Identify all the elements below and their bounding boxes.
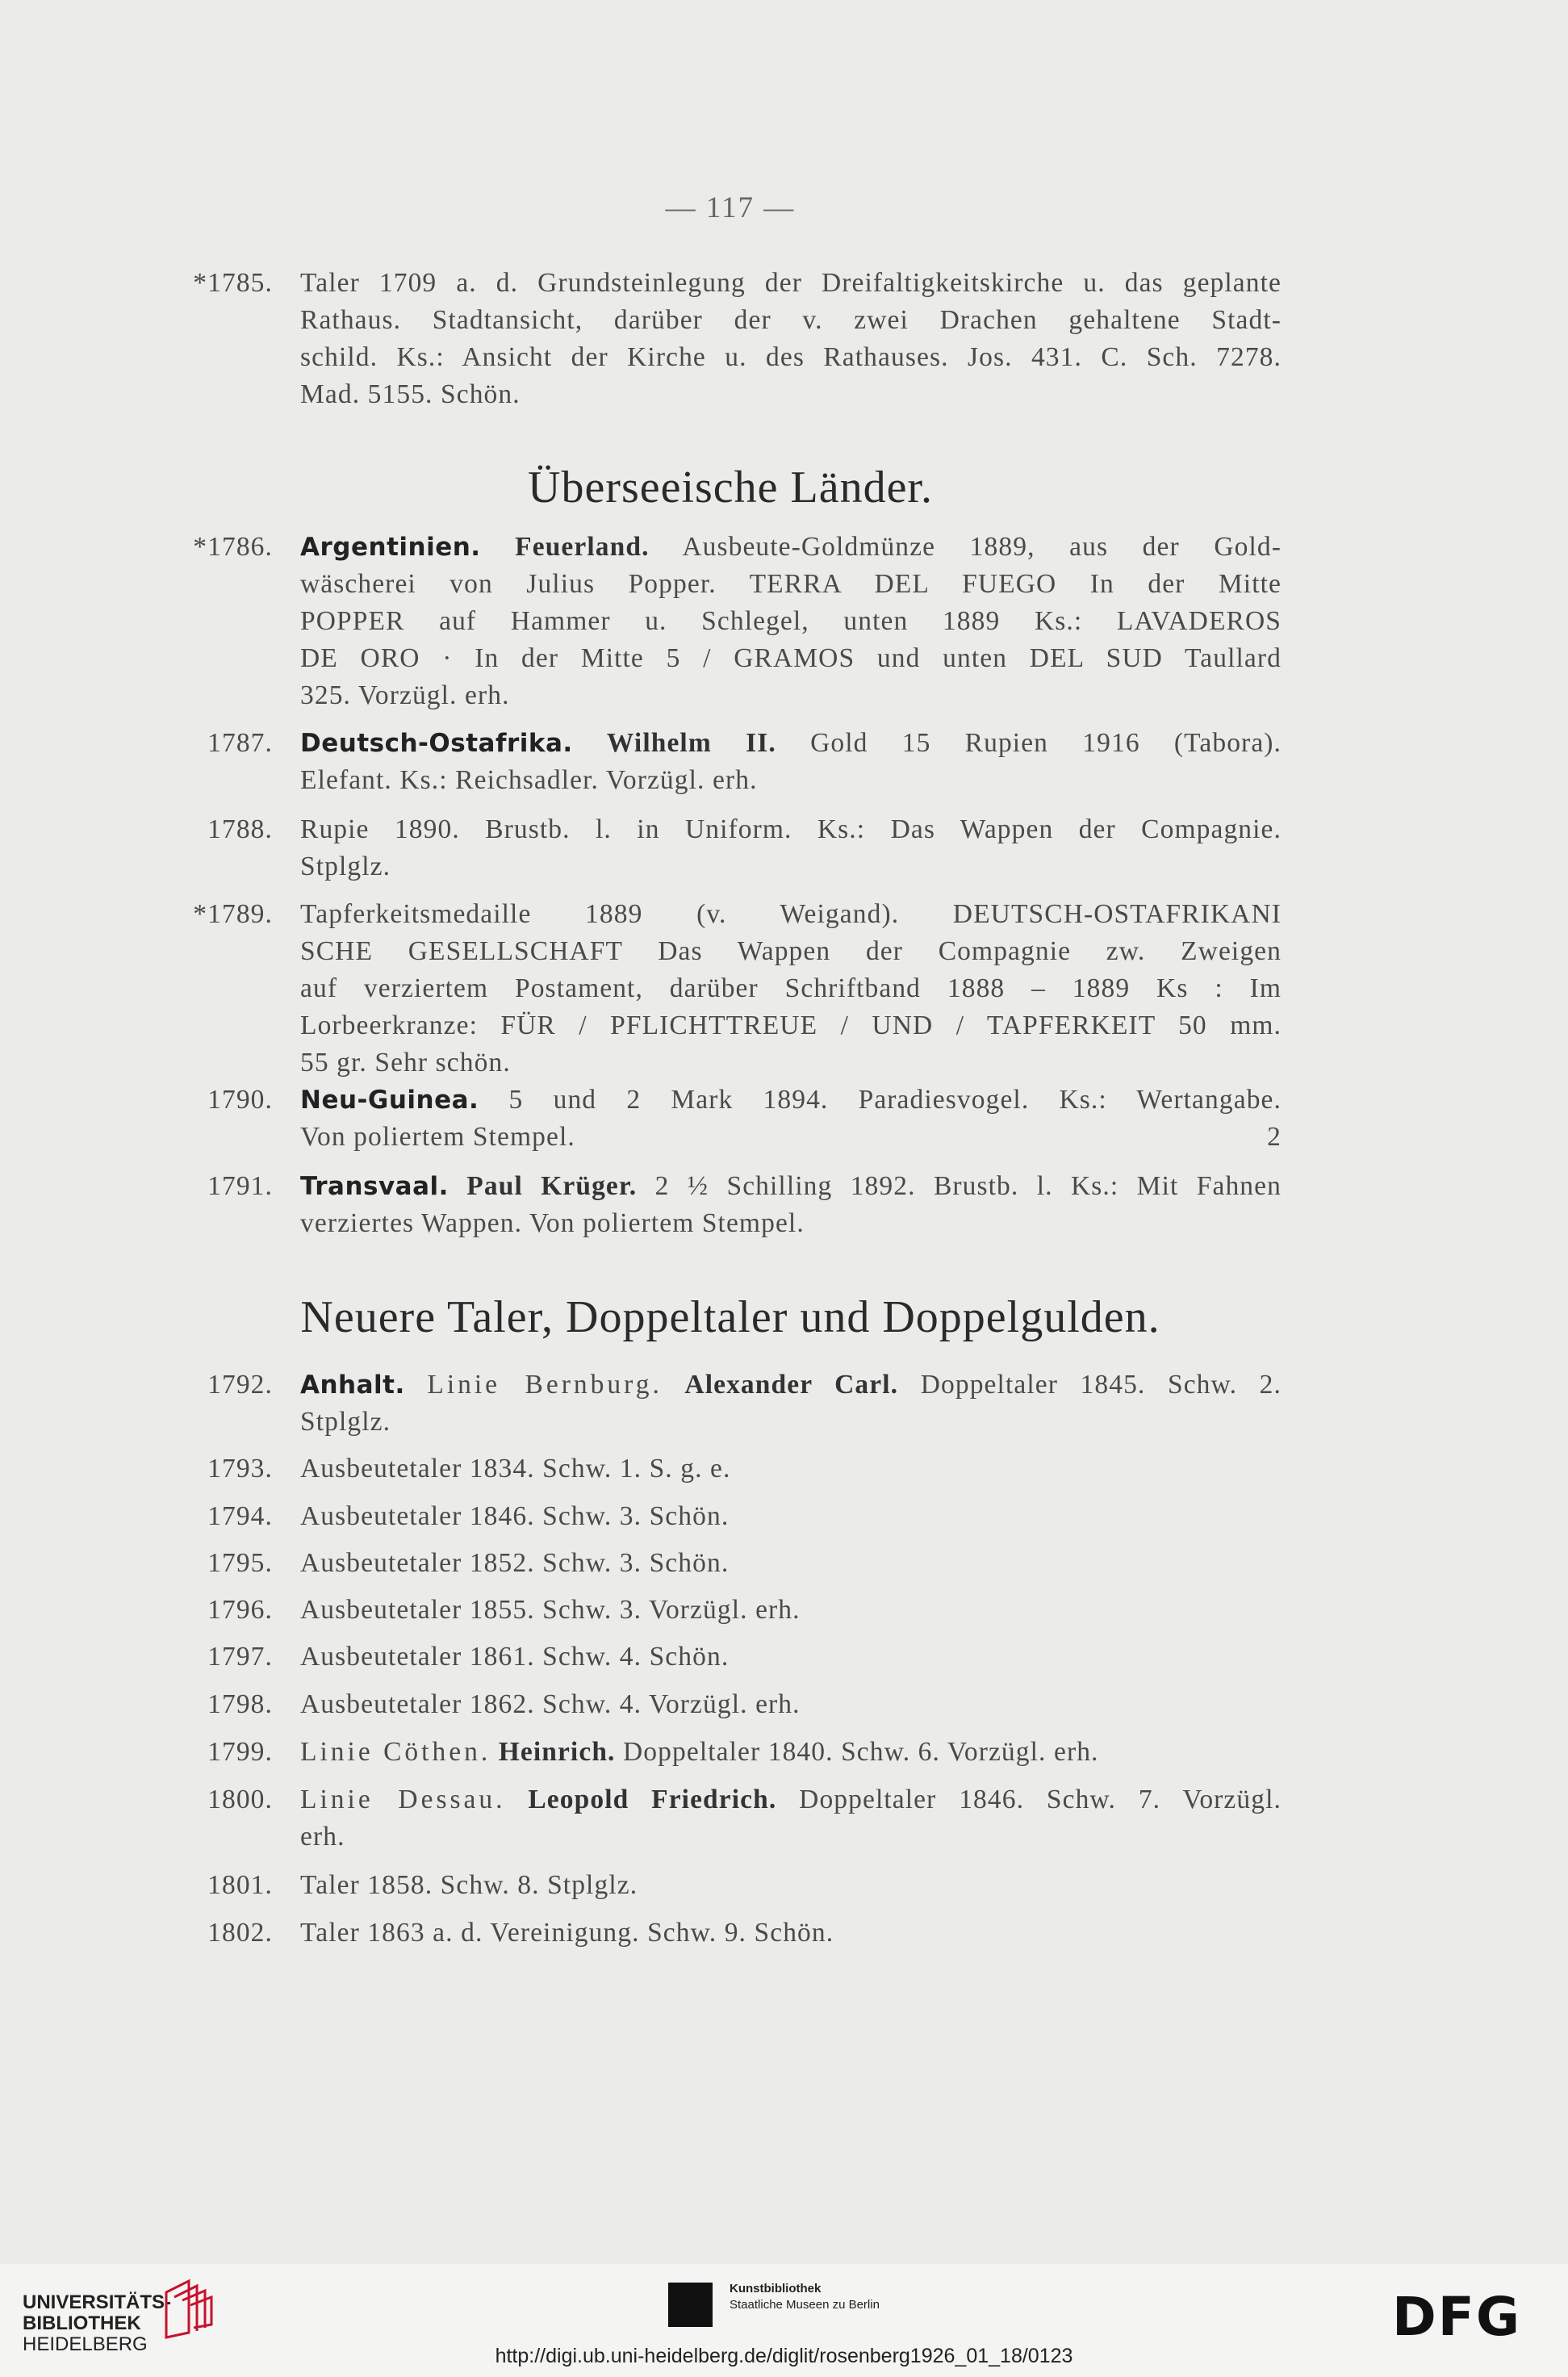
section-heading-taler: Neuere Taler, Doppeltaler und Doppelgulden. (300, 1292, 1160, 1342)
lot-1794 (168, 1498, 1282, 1535)
lot-1788 (168, 811, 1282, 885)
lot-text-line (168, 1082, 1282, 1119)
lot-text-line: Ausbeutetaler 1855. Schw. 3. Vorzügl. erh. (300, 1595, 801, 1625)
lot-text-line (168, 1366, 1282, 1404)
line-name: Linie Bernburg. (427, 1370, 663, 1400)
lot-1802 (168, 1915, 1282, 1952)
lot-1786 (168, 529, 1282, 714)
lot-number: 1800. (207, 1785, 273, 1814)
lot-1795 (168, 1545, 1282, 1582)
ruler-name: Leopold Friedrich. (528, 1785, 777, 1814)
lot-text-line: erh. (300, 1822, 345, 1852)
lot-number: 1795. (207, 1548, 273, 1578)
lot-1789 (168, 896, 1282, 1082)
lot-text-line: Ausbeutetaler 1846. Schw. 3. Schön. (300, 1501, 730, 1531)
lot-1798 (168, 1686, 1282, 1723)
country-name: Deutsch-Ostafrika. (300, 729, 573, 758)
ruler-name: Paul Krüger. (466, 1171, 638, 1201)
lot-text: Doppeltaler 1840. Schw. 6. Vorzügl. erh. (623, 1737, 1099, 1767)
lot-text-line: Taler 1858. Schw. 8. Stplglz. (300, 1870, 638, 1900)
lot-text-line (168, 1119, 1282, 1156)
lot-text-line: 325. Vorzügl. erh. (300, 680, 510, 710)
lot-1785 (168, 265, 1282, 413)
lot-number: 1792. (207, 1370, 273, 1400)
region-name: Feuerland. (515, 532, 650, 562)
lot-text-line: Rathaus. Stadtansicht, darüber der v. zwei Drachen gehaltene Stadt- (300, 305, 1282, 335)
lot-number: 1796. (207, 1595, 273, 1625)
lot-1790 (168, 1082, 1282, 1156)
kb-line-2: Staatliche Museen zu Berlin (730, 2298, 880, 2312)
lot-1791 (168, 1168, 1282, 1242)
ruler-name: Heinrich. (498, 1737, 616, 1767)
lot-text: Doppeltaler 1846. Schw. 7. Vorzügl. (799, 1785, 1282, 1814)
lot-text: 2 ½ Schilling 1892. Brustb. l. Ks.: Mit Fahnen (654, 1171, 1282, 1201)
lot-text-line: 55 gr. Sehr schön. (300, 1048, 511, 1078)
lot-1793 (168, 1450, 1282, 1488)
lot-text-line (168, 1734, 1282, 1771)
lot-text-line: Stplglz. (300, 852, 391, 881)
country-name: Neu-Guinea. (300, 1086, 479, 1115)
lot-text-line: Rupie 1890. Brustb. l. in Uniform. Ks.: Das Wappen der Compagnie. (300, 814, 1282, 844)
ub-heidelberg-logo-icon (158, 2276, 216, 2341)
lot-text-line: POPPER auf Hammer u. Schlegel, unten 1889 Ks.: LAVADEROS (300, 606, 1282, 636)
lot-text-line: Stplglz. (300, 1407, 391, 1437)
lot-text-line: wäscherei von Julius Popper. TERRA DEL FUEGO In der Mitte (300, 569, 1282, 599)
lot-1787 (168, 725, 1282, 799)
lot-number: *1786. (193, 532, 273, 562)
lot-text-line: Elefant. Ks.: Reichsadler. Vorzügl. erh. (300, 765, 758, 795)
lot-count: 2 (1267, 1122, 1282, 1152)
lot-number: 1788. (207, 814, 273, 844)
permalink-url[interactable]: http://digi.ub.uni-heidelberg.de/diglit/rosenberg1926_01_18/0123 (495, 2345, 1073, 2367)
lot-1797 (168, 1638, 1282, 1676)
ruler-name: Wilhelm II. (606, 728, 776, 758)
lot-number: 1793. (207, 1454, 273, 1484)
lot-number: 1790. (207, 1085, 273, 1115)
lot-text: Ausbeute-Goldmünze 1889, aus der Gold- (682, 532, 1282, 562)
lot-text-line: schild. Ks.: Ansicht der Kirche u. des Rathauses. Jos. 431. C. Sch. 7278. (300, 342, 1282, 372)
lot-text-line: verziertes Wappen. Von poliertem Stempel. (300, 1208, 805, 1238)
lot-text: Doppeltaler 1845. Schw. 2. (920, 1370, 1282, 1400)
dfg-logo[interactable]: DFG (1392, 2286, 1522, 2348)
lot-1799 (168, 1734, 1282, 1771)
country-name: Anhalt. (300, 1371, 405, 1400)
line-name: Linie Cöthen. (300, 1737, 491, 1767)
lot-text-line: SCHE GESELLSCHAFT Das Wappen der Compagnie zw. Zweigen (300, 936, 1282, 966)
lot-text-line: Ausbeutetaler 1834. Schw. 1. S. g. e. (300, 1454, 731, 1484)
lot-text: Von poliertem Stempel. (300, 1122, 575, 1152)
lot-1792 (168, 1366, 1282, 1441)
ub-line-1: UNIVERSITÄTS- (23, 2291, 172, 2313)
lot-text-line: Taler 1709 a. d. Grundsteinlegung der Dreifaltigkeitskirche u. das geplante (300, 268, 1282, 298)
lot-text-line: Mad. 5155. Schön. (300, 379, 521, 409)
lot-text-line (168, 1781, 1282, 1818)
lot-text-line: Lorbeerkranze: FÜR / PFLICHTTREUE / UND / TAPFERKEIT 50 mm. (300, 1011, 1282, 1040)
lot-text-line: Ausbeutetaler 1861. Schw. 4. Schön. (300, 1642, 730, 1672)
page-number: — 117 — (665, 191, 796, 224)
lot-text: 5 und 2 Mark 1894. Paradiesvogel. Ks.: Wertangabe. (508, 1085, 1282, 1115)
lot-number: 1791. (207, 1171, 273, 1201)
lot-1796 (168, 1592, 1282, 1629)
lot-number: 1798. (207, 1689, 273, 1719)
country-name: Argentinien. (300, 533, 481, 562)
ruler-name: Alexander Carl. (684, 1370, 899, 1400)
lot-number: *1785. (193, 268, 273, 298)
lot-number: 1797. (207, 1642, 273, 1672)
ub-line-2: BIBLIOTHEK (23, 2312, 141, 2334)
line-name: Linie Dessau. (300, 1785, 506, 1814)
lot-text-line: Taler 1863 a. d. Vereinigung. Schw. 9. Schön. (300, 1918, 834, 1948)
ub-line-3: HEIDELBERG (23, 2333, 148, 2355)
lot-1800 (168, 1781, 1282, 1856)
lot-text-line (168, 725, 1282, 762)
lot-number: 1801. (207, 1870, 273, 1900)
lot-number: *1789. (193, 899, 273, 929)
lot-number: 1794. (207, 1501, 273, 1531)
lot-number: 1799. (207, 1737, 273, 1767)
lot-text-line: Ausbeutetaler 1852. Schw. 3. Schön. (300, 1548, 730, 1578)
lot-text-line: Ausbeutetaler 1862. Schw. 4. Vorzügl. erh. (300, 1689, 801, 1719)
lot-1801 (168, 1867, 1282, 1904)
lot-text: Gold 15 Rupien 1916 (Tabora). (810, 728, 1282, 758)
lot-text-line: DE ORO · In der Mitte 5 / GRAMOS und unten DEL SUD Taullard (300, 643, 1282, 673)
kunstbibliothek-logo-icon (668, 2283, 713, 2327)
kb-line-1: Kunstbibliothek (730, 2282, 822, 2295)
lot-number: 1802. (207, 1918, 273, 1948)
section-heading-overseas: Überseeische Länder. (528, 462, 933, 513)
lot-text-line: auf verziertem Postament, darüber Schriftband 1888 – 1889 Ks : Im (300, 973, 1282, 1003)
lot-text-line (168, 529, 1282, 566)
lot-number: 1787. (207, 728, 273, 758)
kunstbibliothek-logo-text[interactable] (730, 2281, 880, 2313)
lot-text-line (168, 1168, 1282, 1205)
lot-text-line: Tapferkeitsmedaille 1889 (v. Weigand). DEUTSCH-OSTAFRIKANI (300, 899, 1282, 929)
country-name: Transvaal. (300, 1172, 449, 1201)
